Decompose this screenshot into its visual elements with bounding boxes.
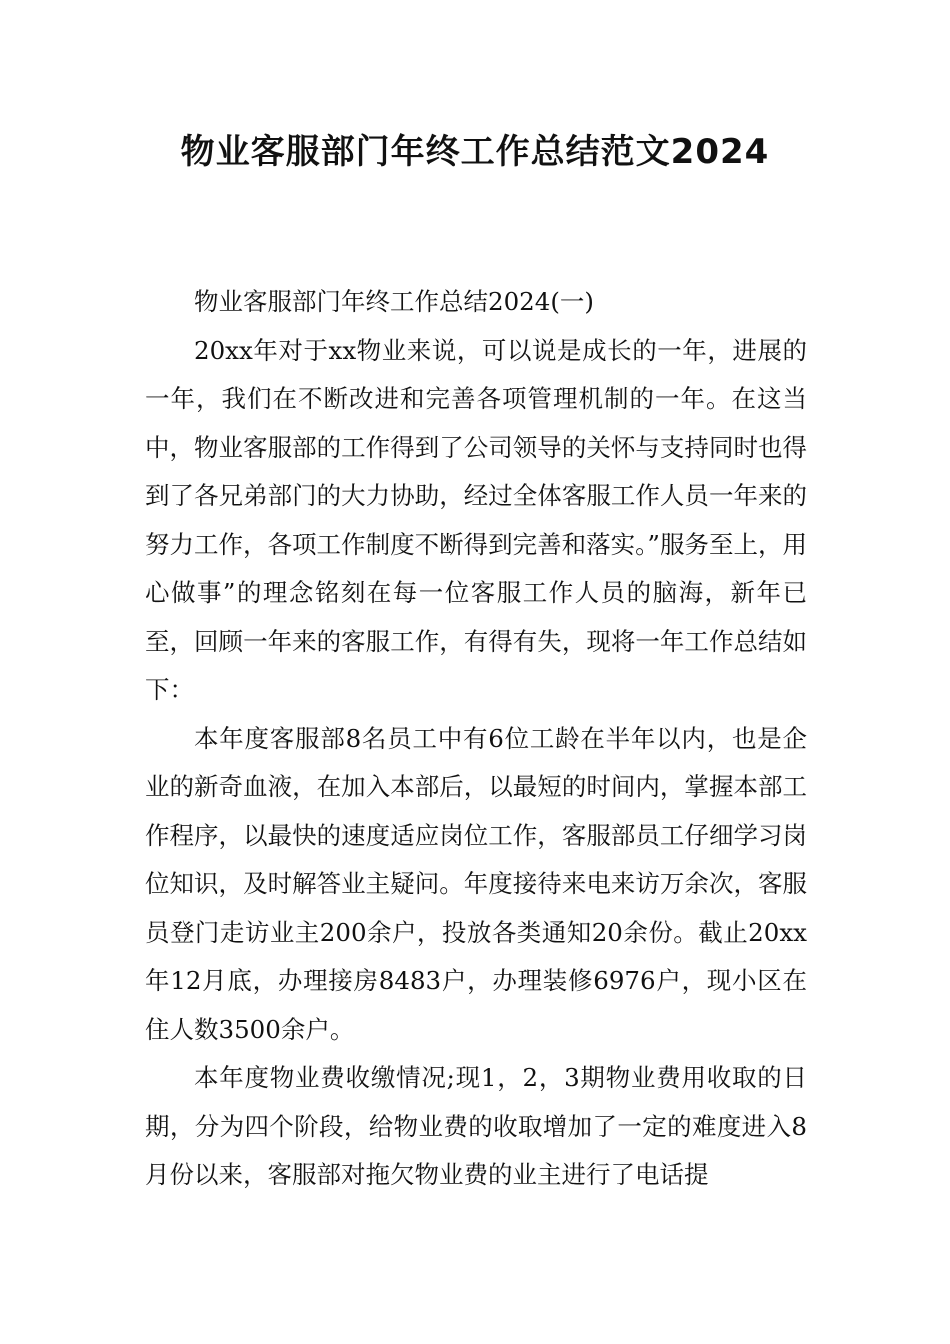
paragraph-fees: 本年度物业费收缴情况;现1，2，3期物业费用收取的日期，分为四个阶段，给物业费的收取增加了一定的难度进入8月份以来，客服部对拖欠物业费的业主进行了电话提: [145, 1063, 807, 1189]
section-heading: 物业客服部门年终工作总结2024(一): [194, 287, 594, 316]
paragraph-intro: 20xx年对于xx物业来说，可以说是成长的一年，进展的一年，我们在不断改进和完善各项管理机制的一年。在这当中，物业客服部的工作得到了公司领导的关怀与支持同时也得到了各兄弟部门的大力协助，经过全体客服工作人员一年来的努力工作，各项工作制度不断得到完善和落实。”服务至上，用心做事”的理念铭刻在每一位客服工作人员的脑海，新年已至，回顾一年来的客服工作，有得有失，现将一年工作总结如下：: [145, 335, 807, 704]
document-title: 物业客服部门年终工作总结范文2024: [180, 132, 770, 172]
paragraph-staff: 本年度客服部8名员工中有6位工龄在半年以内，也是企业的新奇血液，在加入本部后，以最短的时间内，掌握本部工作程序，以最快的速度适应岗位工作，客服部员工仔细学习岗位知识，及时解答业主疑问。年度接待来电来访万余次，客服员登门走访业主200余户，投放各类通知20余份。截止20xx年12月底，办理接房8483户，办理装修6976户，现小区在住人数3500余户。: [145, 723, 807, 1044]
document-body: [145, 278, 807, 1200]
